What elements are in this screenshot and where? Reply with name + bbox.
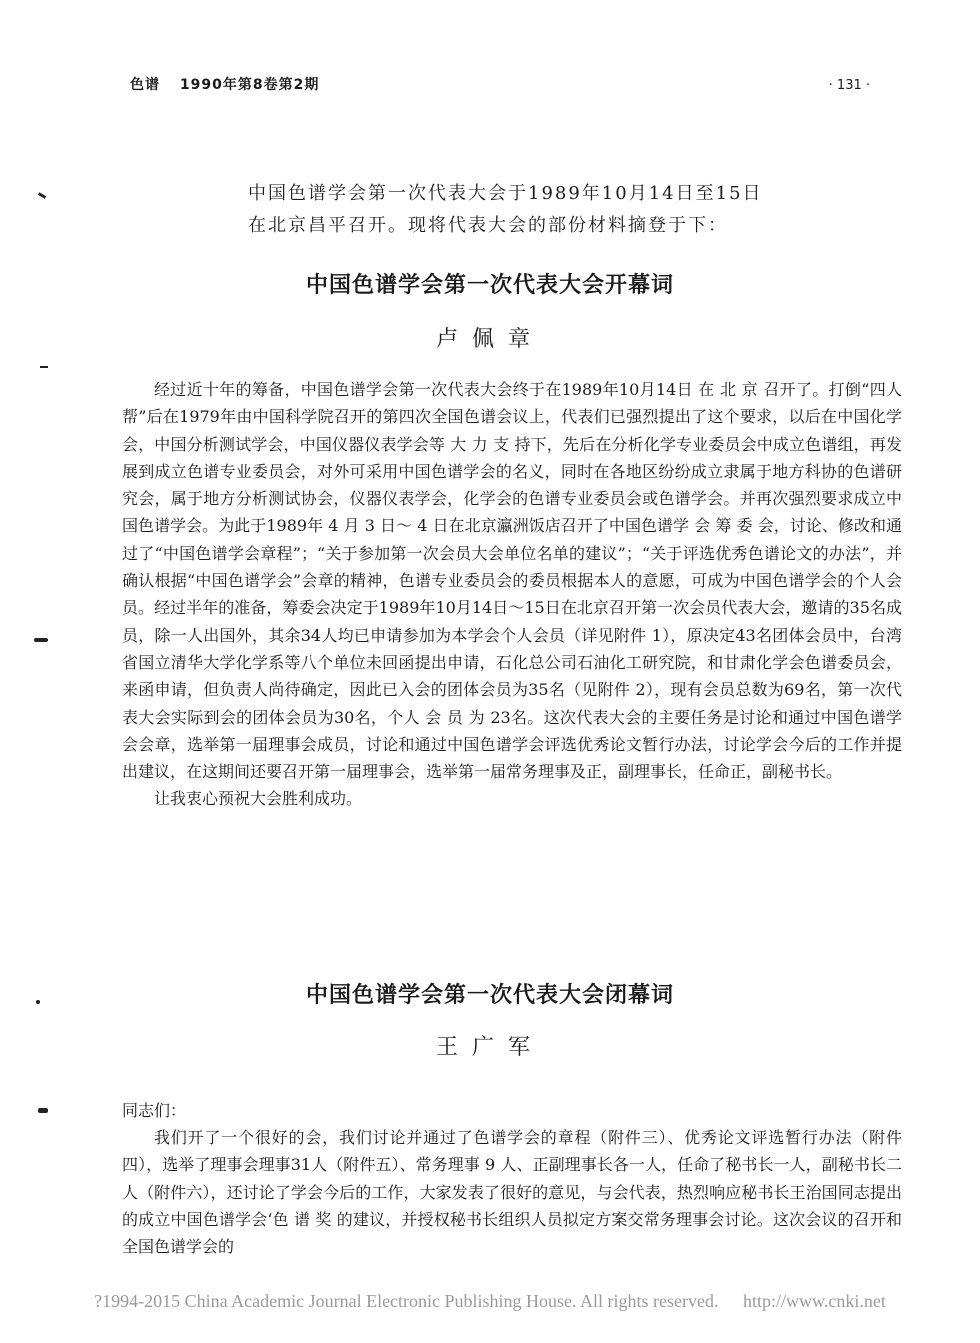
journal-name: 色谱 (130, 77, 160, 93)
opening-paragraph-2: 让我衷心预祝大会胜利成功。 (154, 789, 363, 809)
site-url: http://www.cnki.net (743, 1291, 886, 1311)
scan-speck (38, 1108, 48, 1113)
scan-speck (36, 1000, 40, 1004)
salutation: 同志们： (122, 1101, 187, 1120)
closing-paragraph-1: 我们开了一个很好的会，我们讨论并通过了色谱学会的章程（附件三）、优秀论文评选暂行办法（附件四），选举了理事会理事31人（附件五）、常务理事 9 人、正副理事长各一人，任命了秘书长一人，副秘书长二人（附件六），还讨论了学会今后的工作，大家发表了很好的意见，与会代表，热烈响应秘书长王治国同志提出的成立中国色谱学会‘色 谱 奖 的建议，并授权秘书长组织人员拟定方案交常务理事会讨论。这次会议的召开和全国色谱学会的 (122, 1128, 902, 1257)
opening-speech-author: 卢佩章 (435, 327, 544, 352)
opening-paragraph-1: 经过近十年的筹备，中国色谱学会第一次代表大会终于在1989年10月14日 在 北 京 召开了。打倒“四人帮”后在1979年由中国科学院召开的第四次全国色谱会议上，代表们已强烈提出了这个要求，以后在中国化学会，中国分析测试学会，中国仪器仪表学会等 大 力 支 持下，先后在分析化学专业委员会中成立色谱组，再发展到成立色谱专业委员会，对外可采用中国色谱学会的名义，同时在各地区纷纷成立隶属于地方科协的色谱研究会，属于地方分析测试协会，仪器仪表学会，化学会的色谱专业委员会或色谱学会。并再次强烈要求成立中国色谱学会。为此于1989年 4 月 3 日～ 4 日在北京瀛洲饭店召开了中国色谱学 会 筹 委 会，讨论、修改和通过了“中国色谱学会章程”；“关于参加第一次会员大会单位名单的建议”；“关于评选优秀色谱论文的办法”，并确认根据“中国色谱学会”会章的精神，色谱专业委员会的委员根据本人的意愿，可成为中国色谱学会的个人会员。经过半年的准备，筹委会决定于1989年10月14日～15日在北京召开第一次会员代表大会，邀请的35名成员，除一人出国外，其余34人均已申请参加为本学会个人会员（详见附件 1），原决定43名团体会员中，台湾省国立清华大学化学系等八个单位未回函提出申请，石化总公司石油化工研究院，和甘肃化学会色谱委员会，来函申请，但负责人尚待确定，因此已入会的团体会员为35名（见附件 2），现有会员总数为69名，第一次代表大会实际到会的团体会员为30名，个人 会 员 为 23名。这次代表大会的主要任务是讨论和通过中国色谱学会会章，选举第一届理事会成员，讨论和通过中国色谱学会评选优秀论文暂行办法，讨论学会今后的工作并提出建议，在这期间还要召开第一届理事会，选举第一届常务理事及正，副理事长，任命正，副秘书长。 (122, 380, 902, 782)
running-header (130, 74, 319, 94)
page-number: · 131 · (828, 78, 870, 93)
closing-speech-title: 中国色谱学会第一次代表大会闭幕词 (305, 983, 674, 1008)
opening-speech-body (122, 376, 902, 813)
copyright-text: ?1994-2015 China Academic Journal Electronic Publishing House. All rights reserved. (94, 1291, 719, 1311)
editor-introduction (248, 178, 828, 242)
issue-info: 1990年第8卷第2期 (179, 77, 320, 93)
copyright-footer (0, 1291, 980, 1312)
opening-speech-title: 中国色谱学会第一次代表大会开幕词 (305, 273, 674, 298)
closing-speech-body (122, 1124, 902, 1260)
intro-line-1: 中国色谱学会第一次代表大会于1989年10月14日至15日 (248, 183, 763, 204)
scan-speck (40, 366, 48, 368)
closing-speech-author: 王广军 (435, 1035, 544, 1060)
intro-line-2: 在北京昌平召开。现将代表大会的部份材料摘登于下： (248, 215, 728, 236)
scan-speck (38, 192, 46, 199)
scan-speck (34, 638, 48, 642)
